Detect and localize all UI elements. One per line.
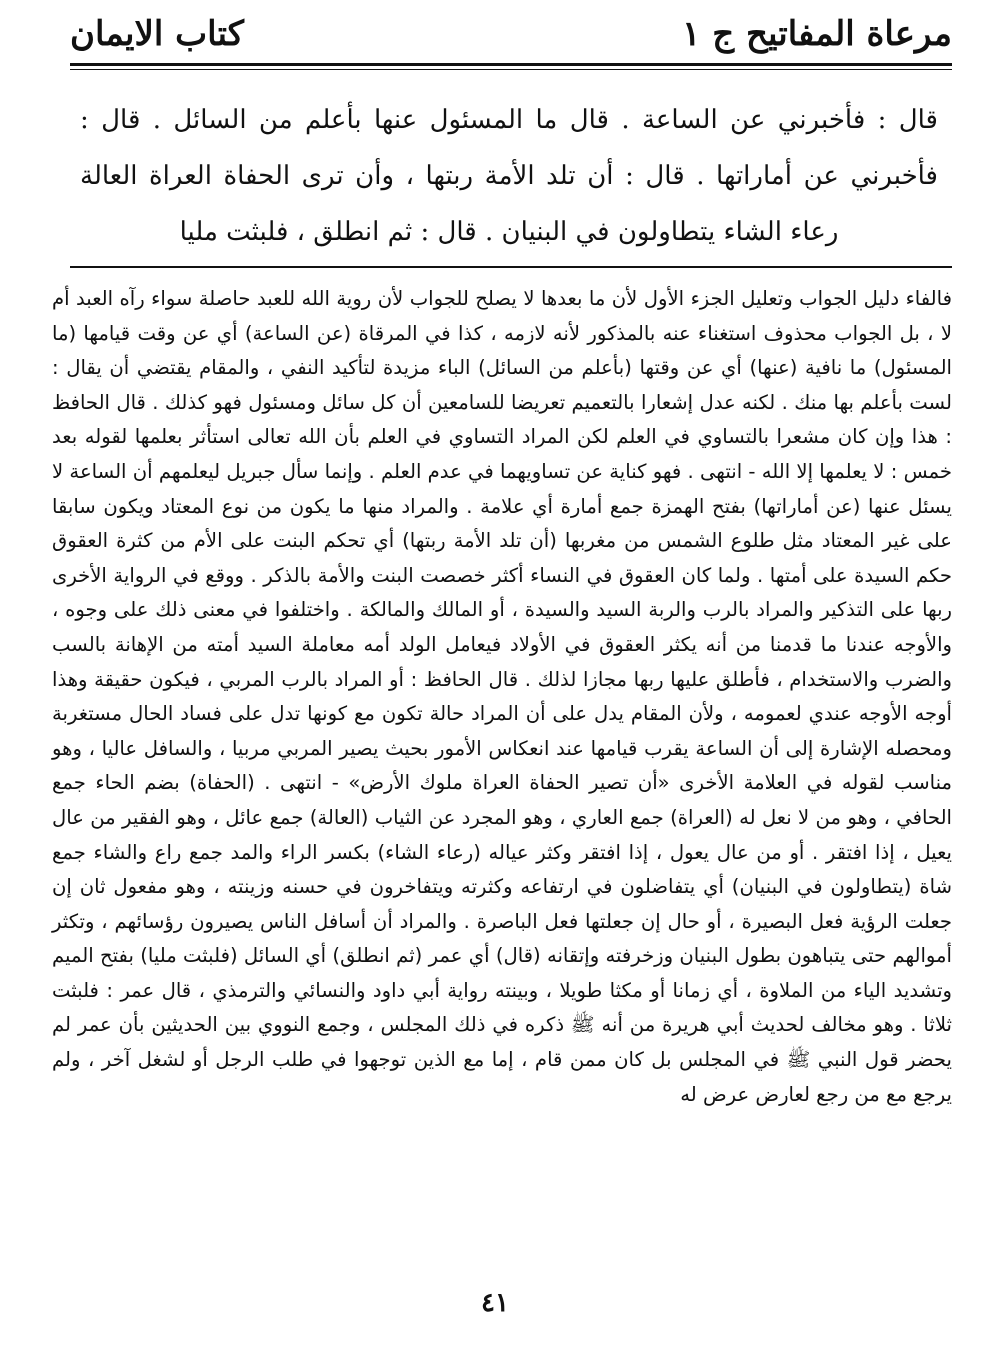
chapter-title: كتاب الايمان [70, 14, 244, 54]
page-number: ٤١ [481, 1288, 509, 1318]
section-divider [70, 266, 952, 268]
book-title: مرعاة المفاتيح ج ١ [682, 14, 952, 54]
page-header [70, 12, 952, 62]
commentary-paragraph: فالفاء دليل الجواب وتعليل الجزء الأول لأن ما بعدها لا يصلح للجواب لأن روية الله للعبد حاصلة سواء رآه العبد أم لا ، بل الجواب محذوف استغناء عنه بالمذكور لأنه لازمه ، كذا في المرقاة (عن الساعة) أي عن وقت قيامها (ما المسئول) ما نافية (عنها) أي عن وقتها (بأعلم من السائل) الباء مزيدة لتأكيد النفي ، والمقام يقتضي أن يقال : لست بأعلم بها منك . لكنه عدل إشعارا بالتعميم تعريضا للسامعين أن كل سائل ومسئول فهو كذلك . قال الحافظ : هذا وإن كان مشعرا بالتساوي في العلم لكن المراد التساوي في العلم بأن الله تعالى استأثر بعلمها لقوله بعد خمس : لا يعلمها إلا الله - انتهى . فهو كناية عن تساويهما في عدم العلم . وإنما سأل جبريل ليعلمهم أن الساعة لا يسئل عنها (عن أماراتها) بفتح الهمزة جمع أمارة أي علامة . والمراد منها ما يكون من نوع المعتاد ويكون سابقا على غير المعتاد مثل طلوع الشمس من مغربها (أن تلد الأمة ربتها) أي تحكم البنت على الأم من كثرة العقوق حكم السيدة على أمتها . ولما كان العقوق في النساء أكثر خصصت البنت والأمة بالذكر . ووقع في الرواية الأخرى ربها على التذكير والمراد بالرب والربة السيد والسيدة ، أو المالك والمالكة . واختلفوا في معنى ذلك على وجوه ، والأوجه عندنا ما قدمنا من أنه يكثر العقوق في الأولاد فيعامل الولد أمه معاملة السيد أمته من الإهانة بالسب والضرب والاستخدام ، فأطلق عليها ربها مجازا لذلك . قال الحافظ : أو المراد بالرب المربي ، فيكون حقيقة وهذا أوجه الأوجه عندي لعمومه ، ولأن المقام يدل على أن المراد حالة تكون مع كونها تدل على فساد الحال مستغربة ومحصله الإشارة إلى أن الساعة يقرب قيامها عند انعكاس الأمور بحيث يصير المربي مربيا ، والسافل عاليا ، وهو مناسب لقوله في العلامة الأخرى «أن تصير الحفاة العراة ملوك الأرض» - انتهى . (الحفاة) بضم الحاء جمع الحافي ، وهو من لا نعل له (العراة) جمع العاري ، وهو المجرد عن الثياب (العالة) جمع عائل ، وهو الفقير من عال يعيل ، إذا افتقر . أو من عال يعول ، إذا افتقر وكثر عياله (رعاء الشاء) بكسر الراء والمد جمع راع والشاء جمع شاة (يتطاولون في البنيان) أي يتفاضلون في ارتفاعه وكثرته ويتفاخرون في حسنه وزينته ، وهو مفعول ثان إن جعلت الرؤية فعل البصيرة ، أو حال إن جعلتها فعل الباصرة . والمراد أن أسافل الناس يصيرون رؤسائهم ، وتكثر أموالهم حتى يتباهون بطول البنيان وزخرفته وإتقانه (قال) أي عمر (ثم انطلق) أي السائل (فلبثت مليا) بفتح الميم وتشديد الياء من الملاوة ، أي زمانا أو مكثا طويلا ، وبينته رواية أبي داود والنسائي والترمذي ، قال عمر : فلبثت ثلاثا . وهو مخالف لحديث أبي هريرة من أنه ﷺ ذكره في ذلك المجلس ، وجمع النووي بين الحديثين بأن عمر لم يحضر قول النبي ﷺ في المجلس بل كان ممن قام ، إما مع الذين توجهوا في طلب الرجل أو لشغل آخر ، ولم يرجع مع من رجع لعارض عرض له [52, 287, 952, 1106]
hadith-text: قال : فأخبرني عن الساعة . قال ما المسئول عنها بأعلم من السائل . قال : فأخبرني عن أماراتها . قال : أن تلد الأمة ربتها ، وأن ترى الحفاة العراة العالة رعاء الشاء يتطاولون في البنيان . قال : ثم انطلق ، فلبثت مليا [80, 105, 938, 247]
header-rule-thin [70, 69, 952, 70]
commentary-text [52, 282, 952, 1112]
header-rule-thick [70, 63, 952, 66]
